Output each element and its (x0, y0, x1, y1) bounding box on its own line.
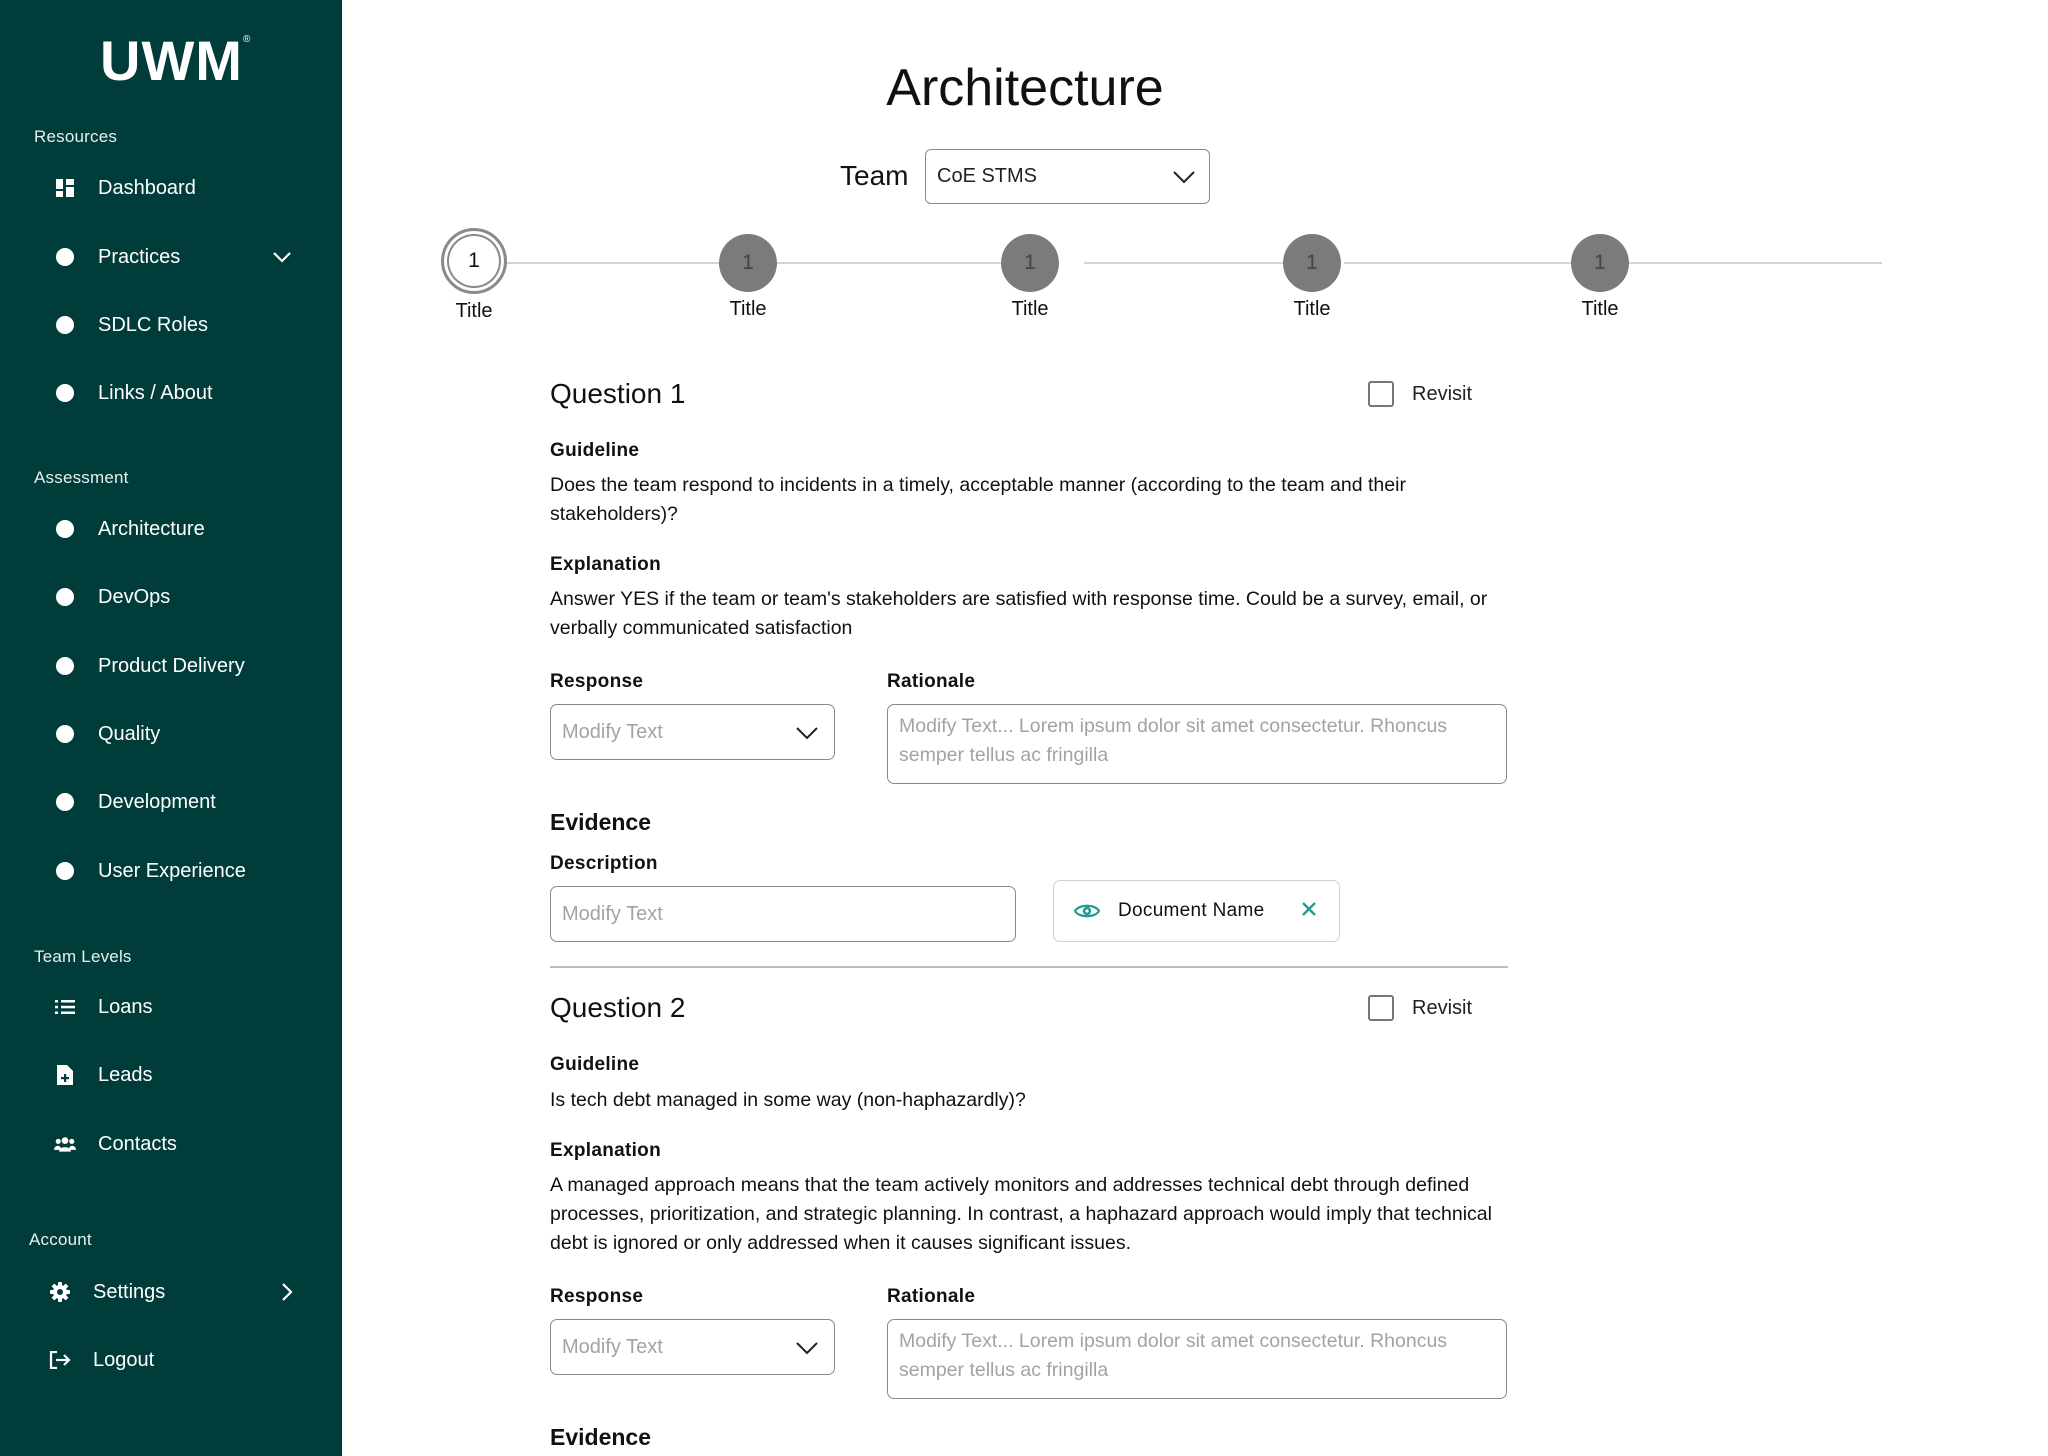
response-placeholder: Modify Text (562, 720, 663, 743)
sidebar-item-label: Links / About (98, 381, 213, 404)
document-chip[interactable] (1053, 880, 1340, 942)
dot-icon (54, 860, 76, 882)
sidebar-item-product-delivery[interactable] (54, 644, 294, 688)
dot-icon (54, 382, 76, 404)
checkbox-box[interactable] (1368, 381, 1394, 407)
revisit-label: Revisit (1412, 996, 1473, 1019)
description-input[interactable] (550, 886, 1016, 942)
sidebar-item-sdlc-roles[interactable] (54, 303, 294, 347)
gear-icon (49, 1281, 71, 1303)
rationale-label: Rationale (887, 1286, 976, 1307)
sidebar-item-contacts[interactable] (54, 1122, 294, 1166)
description-label: Description (550, 853, 658, 874)
step-2[interactable] (718, 234, 778, 321)
eye-icon[interactable] (1074, 902, 1100, 920)
chevron-down-icon (796, 1338, 818, 1361)
chevron-right-icon[interactable] (275, 1280, 299, 1304)
guideline-label: Guideline (550, 440, 640, 461)
sidebar-item-label: Development (98, 790, 216, 813)
dot-icon (54, 246, 76, 268)
step-3[interactable] (1000, 234, 1060, 321)
dot-icon (54, 655, 76, 677)
chevron-down-icon (1173, 167, 1195, 190)
sidebar-item-label: Practices (98, 245, 181, 268)
file-plus-icon (54, 1064, 76, 1086)
explanation-label: Explanation (550, 554, 661, 575)
rationale-placeholder: Modify Text... Lorem ipsum dolor sit amet consectetur. Rhoncus semper tellus ac fringilla (899, 1330, 1448, 1381)
sidebar-item-quality[interactable] (54, 712, 294, 756)
sidebar-item-label: Quality (98, 722, 161, 745)
step-number: 1 (441, 228, 507, 294)
guideline-text: Is tech debt managed in some way (non-haphazardly)? (550, 1089, 1026, 1111)
guideline-label: Guideline (550, 1054, 640, 1075)
response-placeholder: Modify Text (562, 1335, 663, 1358)
chevron-down-icon[interactable] (270, 245, 294, 269)
sidebar-item-practices[interactable] (54, 235, 294, 279)
explanation-text: Answer YES if the team or team's stakeholders are satisfied with response time. Could be a survey, email, or verbally communicated satisfaction (550, 588, 1488, 639)
sidebar-item-label: DevOps (98, 585, 171, 608)
step-5[interactable] (1570, 234, 1630, 321)
sidebar-item-dashboard[interactable] (54, 166, 294, 210)
team-label: Team (840, 160, 909, 191)
users-icon (54, 1133, 76, 1155)
list-icon (54, 996, 76, 1018)
revisit-checkbox[interactable] (1368, 995, 1472, 1021)
team-select-value: CoE STMS (937, 165, 1038, 187)
sidebar-item-architecture[interactable] (54, 507, 294, 551)
page-title: Architecture (886, 59, 1164, 117)
sidebar-item-label: Product Delivery (98, 654, 245, 677)
sidebar-item-user-experience[interactable] (54, 849, 294, 893)
sidebar-item-label: Logout (93, 1348, 155, 1371)
step-number: 1 (719, 234, 777, 292)
document-name: Document Name (1118, 900, 1265, 921)
step-title: Title (1581, 298, 1619, 320)
sidebar-item-devops[interactable] (54, 575, 294, 619)
sidebar-item-loans[interactable] (54, 985, 294, 1029)
sidebar-item-links-about[interactable] (54, 371, 294, 415)
question-divider (550, 966, 1508, 968)
sidebar-item-label: Settings (93, 1280, 166, 1303)
dot-icon (54, 791, 76, 813)
sidebar-item-label: Dashboard (98, 176, 196, 199)
step-number: 1 (1001, 234, 1059, 292)
question-title: Question 1 (550, 378, 686, 409)
uwm-logo[interactable]: UWM® (100, 29, 252, 92)
response-label: Response (550, 1286, 644, 1307)
step-title: Title (1011, 298, 1049, 320)
rationale-textarea[interactable] (887, 704, 1507, 784)
rationale-textarea[interactable] (887, 1319, 1507, 1399)
step-1[interactable] (434, 228, 514, 323)
team-select[interactable] (925, 149, 1210, 204)
evidence-label: Evidence (550, 809, 651, 835)
logout-icon (49, 1349, 71, 1371)
checkbox-box[interactable] (1368, 995, 1394, 1021)
stepper-line (1604, 262, 1882, 264)
dot-icon (54, 723, 76, 745)
sidebar-item-label: Leads (98, 1063, 153, 1086)
stepper-line (1084, 262, 1314, 264)
revisit-checkbox[interactable] (1368, 381, 1472, 407)
description-placeholder: Modify Text (562, 902, 663, 925)
section-label-assessment: Assessment (34, 468, 129, 487)
response-select[interactable] (550, 1319, 835, 1375)
step-number: 1 (1571, 234, 1629, 292)
step-title: Title (455, 300, 493, 322)
chevron-down-icon (796, 723, 818, 746)
step-title: Title (1293, 298, 1331, 320)
response-select[interactable] (550, 704, 835, 760)
dot-icon (54, 314, 76, 336)
rationale-label: Rationale (887, 671, 976, 692)
sidebar-item-development[interactable] (54, 780, 294, 824)
revisit-label: Revisit (1412, 382, 1473, 405)
sidebar (0, 0, 342, 1456)
sidebar-item-label: SDLC Roles (98, 313, 209, 336)
rationale-placeholder: Modify Text... Lorem ipsum dolor sit amet consectetur. Rhoncus semper tellus ac fringilla (899, 715, 1448, 766)
dashboard-icon (54, 177, 76, 199)
question-title: Question 2 (550, 992, 686, 1023)
stepper-line (502, 262, 1054, 264)
sidebar-item-settings[interactable] (49, 1270, 299, 1314)
close-icon[interactable] (1301, 901, 1317, 917)
guideline-text: Does the team respond to incidents in a timely, acceptable manner (according to the team and their stakeholders)? (550, 474, 1406, 525)
sidebar-item-label: User Experience (98, 859, 246, 882)
main-content (342, 0, 2048, 1456)
sidebar-item-label: Contacts (98, 1132, 177, 1155)
stepper-line (1344, 262, 1576, 264)
explanation-label: Explanation (550, 1140, 661, 1161)
dot-icon (54, 518, 76, 540)
evidence-label: Evidence (550, 1424, 651, 1450)
step-number: 1 (1283, 234, 1341, 292)
sidebar-item-logout[interactable] (49, 1338, 289, 1382)
step-title: Title (729, 298, 767, 320)
sidebar-item-label: Loans (98, 995, 153, 1018)
explanation-text: A managed approach means that the team actively monitors and addresses technical debt through defined processes, prioritization, and strategic planning. In contrast, a haphazard approach would imply that technical debt is ignored or only addressed when it causes significant issues. (550, 1174, 1492, 1254)
section-label-resources: Resources (34, 127, 118, 146)
step-4[interactable] (1282, 234, 1342, 321)
section-label-account: Account (29, 1230, 92, 1249)
section-label-team-levels: Team Levels (34, 947, 132, 966)
dot-icon (54, 586, 76, 608)
sidebar-item-label: Architecture (98, 517, 205, 540)
sidebar-item-leads[interactable] (54, 1053, 294, 1097)
response-label: Response (550, 671, 644, 692)
